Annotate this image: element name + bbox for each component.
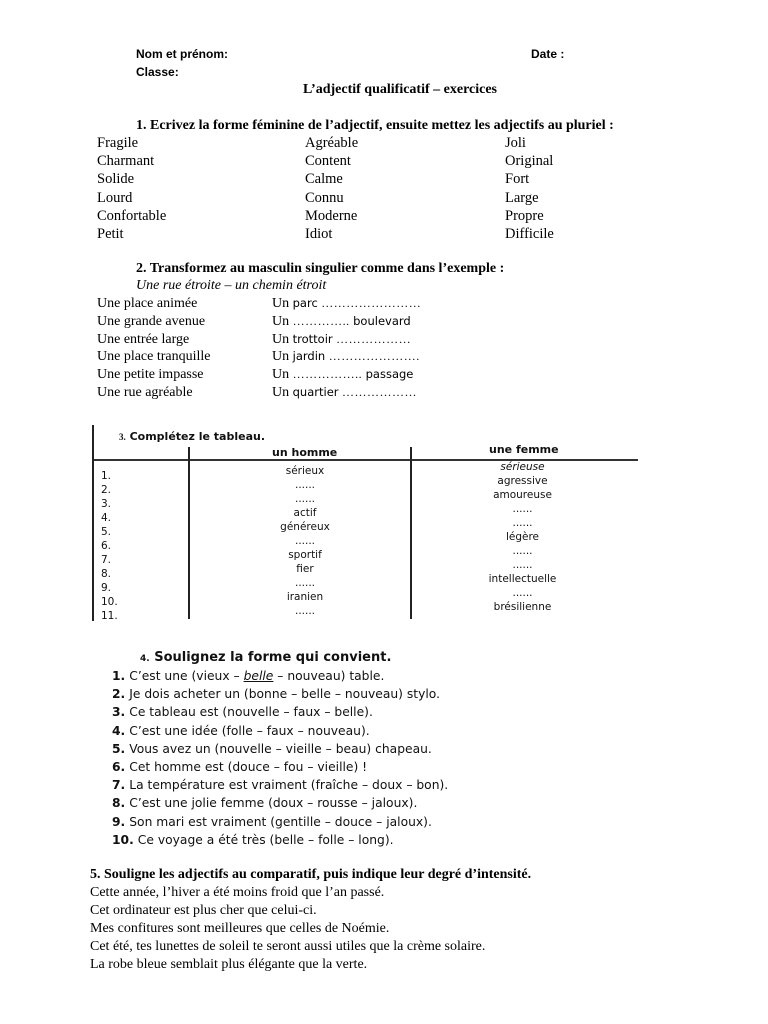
ex4-item-number: 4.: [112, 723, 126, 738]
ex1-word: Solide: [97, 171, 135, 188]
ex3-row-number: 5.: [101, 526, 112, 538]
ex2-example: Une rue étroite – un chemin étroit: [136, 278, 327, 293]
ex4-item-text: Son mari est vraiment (gentille – douce – jaloux).: [129, 814, 432, 829]
ex4-item: [112, 796, 417, 810]
ex2-feminine: Une place tranquille: [97, 349, 211, 365]
ex3-row-number: 4.: [101, 512, 112, 524]
col-homme: un homme: [272, 446, 338, 459]
ex3-row-number: 11.: [101, 610, 118, 622]
ex1-word: Difficile: [505, 226, 554, 242]
ex4-item-number: 2.: [112, 687, 126, 702]
ex2-noun: parc: [292, 296, 318, 310]
ex1-word: Propre: [505, 207, 544, 224]
ex1-word: Large: [505, 189, 539, 206]
ex4-item: [112, 705, 373, 719]
table-col-divider-1: [188, 447, 190, 619]
ex3-number: 3.: [119, 432, 126, 442]
ex4-item-text: Ce tableau est (nouvelle – faux – belle).: [129, 705, 373, 720]
ex4-item-text: Vous avez un (nouvelle – vieille – beau) chapeau.: [129, 741, 432, 756]
date-label: Date :: [531, 47, 565, 61]
ex1-word: Calme: [305, 171, 343, 188]
ex4-item-text: Je dois acheter un (bonne – belle – nouveau) stylo.: [129, 687, 441, 702]
ex2-prefix: Un: [272, 296, 290, 311]
ex3-femme-cell: ......: [512, 545, 533, 557]
ex3-homme-cell: ......: [294, 479, 316, 491]
ex4-item-text-end: – nouveau) table.: [273, 669, 385, 683]
ex4-item-text: Cet homme est (douce – fou – vieille) !: [129, 760, 368, 774]
ex3-femme-cell: légère: [505, 531, 540, 543]
ex3-homme-cell: ......: [294, 535, 316, 547]
table-col-divider-2: [410, 447, 412, 619]
ex1-question: 1. Ecrivez la forme féminine de l’adjectif, ensuite mettez les adjectifs au pluriel :: [136, 118, 614, 133]
ex3-homme-cell: généreux: [280, 521, 330, 533]
ex1-word: Fragile: [97, 135, 139, 151]
ex4-number: 4.: [140, 654, 150, 664]
ex4-item: [112, 778, 448, 792]
ex3-row-number: 9.: [101, 582, 112, 594]
ex1-word: Connu: [305, 189, 344, 206]
ex3-row-number: 1.: [101, 470, 112, 482]
ex1-word: Petit: [97, 226, 124, 242]
ex4-item-number: 8.: [112, 796, 126, 811]
ex2-answer: [272, 314, 411, 330]
col-femme: une femme: [489, 443, 559, 456]
ex5-sentence: Mes confitures sont meilleures que celles de Noémie.: [90, 921, 390, 936]
ex3-homme-cell: ......: [294, 605, 316, 617]
ex3-heading: [119, 430, 265, 443]
ex2-answer: [272, 332, 411, 348]
ex4-item-text: La température est vraiment (fraîche – doux – bon).: [129, 778, 449, 793]
page-title: L’adjectif qualificatif – exercices: [303, 82, 498, 97]
ex3-femme-cell: ......: [512, 559, 533, 571]
ex3-homme-cell: iranien: [286, 591, 324, 603]
ex3-femme-cell: agressive: [497, 475, 548, 487]
name-label: Nom et prénom:: [136, 47, 229, 61]
ex4-item: [112, 760, 367, 774]
ex4-item-number: 6.: [112, 760, 126, 774]
ex3-row-number: 7.: [101, 554, 112, 566]
ex4-item: [112, 815, 432, 829]
ex2-blank: …………..: [292, 313, 350, 328]
ex2-answer: [272, 349, 420, 365]
ex1-word: Confortable: [97, 207, 167, 224]
ex2-feminine: Une place animée: [97, 296, 198, 311]
ex2-answer: [272, 296, 421, 312]
ex3-question: Complétez le tableau.: [129, 430, 266, 443]
ex2-noun: trottoir: [292, 331, 333, 346]
ex3-femme-cell: amoureuse: [493, 489, 552, 501]
ex3-femme-cell: brésilienne: [493, 601, 552, 613]
ex4-item-number: 7.: [112, 778, 126, 793]
ex3-femme-cell: ......: [512, 517, 533, 529]
ex3-homme-cell: sérieux: [285, 465, 325, 477]
ex2-question: 2. Transformez au masculin singulier comme dans l’exemple :: [136, 261, 505, 276]
ex4-item-number: 10.: [112, 832, 134, 847]
ex4-underlined-answer: belle: [243, 669, 274, 683]
ex5-sentence: La robe bleue semblait plus élégante que la verte.: [90, 957, 368, 972]
ex3-homme-cell: fier: [296, 563, 314, 575]
class-label: Classe:: [136, 65, 179, 79]
ex3-row-number: 2.: [101, 484, 112, 496]
ex2-blank: ……………………: [321, 296, 422, 310]
ex2-blank: ……………..: [292, 367, 363, 382]
ex2-noun: jardin: [292, 349, 326, 364]
ex1-word: Original: [505, 153, 554, 170]
ex1-word: Content: [305, 153, 351, 170]
ex2-feminine: Une petite impasse: [97, 367, 204, 383]
ex2-prefix: Un: [272, 349, 290, 365]
ex2-prefix: Un: [272, 367, 290, 383]
ex2-prefix: Un: [272, 385, 290, 400]
ex4-item-number: 3.: [112, 705, 126, 720]
ex2-noun: boulevard: [353, 313, 411, 328]
ex4-question: Soulignez la forme qui convient.: [154, 650, 392, 665]
ex4-item: [112, 742, 432, 756]
ex1-word: Lourd: [97, 189, 133, 206]
ex4-item-number: 9.: [112, 814, 126, 829]
ex3-row-number: 6.: [101, 540, 112, 552]
ex3-homme-cell: ......: [294, 493, 316, 505]
ex1-word: Charmant: [97, 153, 155, 170]
ex5-sentence: Cette année, l’hiver a été moins froid que l’an passé.: [90, 885, 385, 900]
ex2-answer: [272, 385, 417, 401]
table-left-border: [92, 425, 94, 621]
ex2-answer: [272, 367, 413, 383]
ex3-homme-cell: ......: [294, 577, 316, 589]
ex4-item-number: 5.: [112, 741, 126, 756]
ex2-blank: ………………: [342, 385, 417, 399]
ex4-heading: [140, 650, 391, 665]
ex3-femme-cell: intellectuelle: [488, 573, 557, 585]
ex4-item-number: 1.: [112, 669, 126, 683]
ex2-feminine: Une grande avenue: [97, 313, 206, 329]
ex3-row-number: 3.: [101, 498, 112, 510]
ex4-item-text-start: C’est une (vieux –: [129, 669, 244, 683]
ex3-femme-cell: ......: [512, 587, 533, 599]
ex4-item: [112, 833, 394, 847]
ex4-item-text: C’est une idée (folle – faux – nouveau).: [129, 723, 370, 738]
ex1-word: Idiot: [305, 226, 333, 242]
ex4-item-text: C’est une jolie femme (doux – rousse – jaloux).: [129, 796, 418, 811]
ex4-item: [112, 687, 440, 701]
ex4-item: [112, 724, 370, 738]
ex1-word: Agréable: [305, 135, 359, 151]
ex3-femme-cell: ......: [512, 503, 533, 515]
ex1-word: Moderne: [305, 207, 358, 224]
ex5-question: 5. Souligne les adjectifs au comparatif, puis indique leur degré d’intensité.: [90, 867, 532, 882]
ex5-sentence: Cet été, tes lunettes de soleil te seront aussi utiles que la crème solaire.: [90, 939, 486, 954]
ex2-blank: ………………: [336, 331, 412, 346]
ex2-feminine: Une entrée large: [97, 331, 190, 347]
ex3-homme-cell: sportif: [288, 549, 322, 561]
ex3-row-number: 10.: [101, 596, 118, 608]
ex2-noun: quartier: [292, 385, 339, 399]
ex2-noun: passage: [365, 367, 414, 382]
ex3-femme-cell: sérieuse: [500, 461, 545, 473]
ex1-word: Fort: [505, 171, 530, 188]
ex2-prefix: Un: [272, 331, 290, 347]
ex4-item-text: Ce voyage a été très (belle – folle – long).: [137, 832, 394, 847]
ex2-prefix: Un: [272, 313, 290, 329]
ex2-blank: ………………….: [328, 349, 420, 364]
ex1-word: Joli: [505, 135, 526, 151]
ex5-sentence: Cet ordinateur est plus cher que celui-ci.: [90, 903, 317, 918]
ex3-homme-cell: actif: [293, 507, 317, 519]
ex3-row-number: 8.: [101, 568, 112, 580]
ex4-item: [112, 669, 384, 683]
ex2-feminine: Une rue agréable: [97, 385, 193, 400]
